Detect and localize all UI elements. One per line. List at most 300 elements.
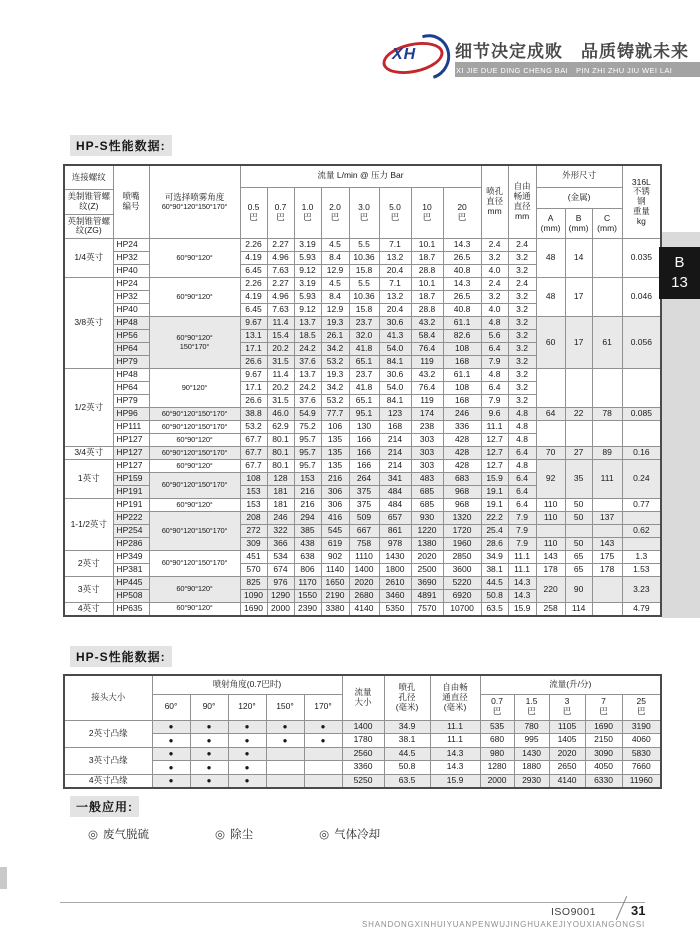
applications-list [88, 826, 446, 842]
flow-cell: 322 [267, 525, 294, 538]
dim-wt-cell: 4.79 [622, 603, 661, 616]
footer-company-name: SHANDONGXINHUIYUANPENWUJINGHUAKEJIYOUXIANGONGSI [362, 920, 645, 929]
orifice-cell: 19.1 [481, 499, 508, 512]
dim-B-cell: 50 [565, 499, 592, 512]
flow-cell: 26.5 [443, 291, 481, 304]
free-passage-cell: 3.2 [508, 291, 536, 304]
flow-rate-cell: 2650 [549, 761, 585, 775]
free-passage-cell: 11.1 [508, 551, 536, 564]
thread-size-cell: 1-1/2英寸 [64, 499, 113, 551]
header-pressure: 10 巴 [411, 187, 443, 239]
header-pressure: 0.5 巴 [240, 187, 267, 239]
free-passage-cell: 3.2 [508, 395, 536, 408]
angle-cell: 60°90°120°150°170° [149, 447, 240, 460]
angle-dot-cell [304, 761, 342, 775]
dim-B-cell: 17 [565, 278, 592, 317]
flow-cell: 1800 [379, 564, 411, 577]
angle-dot-cell [304, 747, 342, 761]
dim-B-cell: 50 [565, 512, 592, 525]
flow-size-cell: 5250 [342, 774, 384, 788]
orifice-cell: 6.4 [481, 343, 508, 356]
bullseye-icon: ◎ [88, 829, 99, 841]
thread-size-cell: 1英寸 [64, 460, 113, 499]
table-row [64, 369, 661, 382]
flow-rate-cell: 4050 [585, 761, 622, 775]
angle-cell: 60°90°120° [149, 434, 240, 447]
angle-dot-cell: ● [190, 761, 228, 775]
angle-dot-cell: ● [266, 734, 304, 748]
free-passage-cell: 3.2 [508, 356, 536, 369]
table-row [64, 499, 661, 512]
flow-cell: 2500 [411, 564, 443, 577]
flow-rate-cell: 780 [514, 720, 549, 734]
flow-cell: 303 [411, 460, 443, 473]
footer-page-number: 31 [631, 903, 646, 918]
flow-cell: 95.7 [294, 460, 321, 473]
flow-cell: 7.63 [267, 265, 294, 278]
header-thread [64, 165, 113, 239]
flow-cell: 168 [443, 395, 481, 408]
flow-cell: 32.0 [349, 330, 379, 343]
flow-rate-cell: 6330 [585, 774, 622, 788]
dim-wt-cell: 0.62 [622, 525, 661, 538]
flow-cell: 9.67 [240, 369, 267, 382]
flow-cell: 119 [411, 395, 443, 408]
applications-title: 一般应用: [70, 796, 139, 817]
table1-title: HP-S性能数据: [70, 135, 172, 156]
orifice-cell: 7.9 [481, 356, 508, 369]
application-label: 气体冷却 [334, 829, 381, 841]
angle-dot-cell: ● [190, 734, 228, 748]
flow-cell: 38.8 [240, 408, 267, 421]
dim-A-cell: 92 [536, 460, 565, 499]
table-row [64, 460, 661, 473]
orifice-cell: 63.5 [481, 603, 508, 616]
header-flow-size: 流量 大小 [342, 675, 384, 720]
dim-wt-cell: 3.23 [622, 577, 661, 603]
flow-cell: 3460 [379, 590, 411, 603]
orifice-cell: 44.5 [481, 577, 508, 590]
flow-cell: 108 [443, 343, 481, 356]
flow-cell: 34.2 [321, 343, 349, 356]
angle-cell: 60°90°120° [149, 460, 240, 473]
flow-cell: 84.1 [379, 395, 411, 408]
dim-C-cell [592, 525, 622, 538]
flow-cell: 214 [379, 460, 411, 473]
dim-wt-cell: 0.035 [622, 239, 661, 278]
orifice-cell: 5.6 [481, 330, 508, 343]
dim-A-cell: 48 [536, 278, 565, 317]
flow-cell: 34.2 [321, 382, 349, 395]
nozzle-cell: HP381 [113, 564, 149, 577]
flow-cell: 246 [267, 512, 294, 525]
flow-cell: 825 [240, 577, 267, 590]
flow-cell: 95.7 [294, 434, 321, 447]
flow-cell: 166 [349, 460, 379, 473]
table-row [64, 577, 661, 590]
flow-cell: 26.6 [240, 395, 267, 408]
dim-A-cell: 48 [536, 239, 565, 278]
flow-cell: 3690 [411, 577, 443, 590]
flow-cell: 2680 [349, 590, 379, 603]
flow-cell: 7.1 [379, 239, 411, 252]
dim-C-cell: 89 [592, 447, 622, 460]
header-angle-value: 170° [304, 694, 342, 720]
free-passage-cell: 14.3 [508, 577, 536, 590]
flow-cell: 2000 [267, 603, 294, 616]
header-angle-title: 可选择喷雾角度 [164, 191, 225, 202]
flow-cell: 3600 [443, 564, 481, 577]
section-tab [659, 247, 700, 299]
angle-cell: 60°90°120° [149, 239, 240, 278]
angle-dot-cell: ● [152, 761, 190, 775]
header-angle [149, 165, 240, 239]
flow-cell: 272 [240, 525, 267, 538]
dim-B-cell [565, 525, 592, 538]
header-orifice-dia: 喷孔 孔径 (毫米) [384, 675, 430, 720]
header-angle-sub: 60°90°120°150°170° [161, 201, 228, 211]
flow-cell: 657 [379, 512, 411, 525]
flow-cell: 2610 [379, 577, 411, 590]
dim-C-cell: 61 [592, 317, 622, 369]
header-thread-line: 美制锥管螺纹(Z) [65, 190, 113, 214]
orifice-cell: 7.9 [481, 395, 508, 408]
flow-cell: 40.8 [443, 265, 481, 278]
table-row [64, 720, 661, 734]
flow-cell: 15.8 [349, 304, 379, 317]
header-spray-angle-title: 喷射角度(0.7巴时) [152, 675, 342, 694]
flow-cell: 4.5 [321, 278, 349, 291]
flow-cell: 20.2 [267, 343, 294, 356]
flow-cell: 82.6 [443, 330, 481, 343]
flow-size-cell: 2560 [342, 747, 384, 761]
flow-cell: 23.7 [349, 317, 379, 330]
t1-head-row [64, 165, 661, 187]
nozzle-cell: HP32 [113, 252, 149, 265]
flow-cell: 26.1 [321, 330, 349, 343]
free-passage-cell: 4.8 [508, 460, 536, 473]
flow-cell: 61.1 [443, 369, 481, 382]
orifice-cell: 3.2 [481, 291, 508, 304]
flow-cell: 174 [411, 408, 443, 421]
free-passage-cell: 3.2 [508, 265, 536, 278]
flow-cell: 294 [294, 512, 321, 525]
dim-A-cell: 70 [536, 447, 565, 460]
bullseye-icon: ◎ [319, 829, 330, 841]
free-passage-cell: 4.8 [508, 434, 536, 447]
flow-cell: 10.1 [411, 278, 443, 291]
flow-cell: 2190 [321, 590, 349, 603]
flow-cell: 570 [240, 564, 267, 577]
table-row [64, 551, 661, 564]
dim-B-cell: 35 [565, 460, 592, 499]
nozzle-cell: HP127 [113, 434, 149, 447]
flow-cell: 2.27 [267, 239, 294, 252]
flow-cell: 11.4 [267, 369, 294, 382]
flow-cell: 6.45 [240, 304, 267, 317]
dim-C-cell [592, 499, 622, 512]
flow-cell: 67.7 [240, 460, 267, 473]
dim-B-cell: 50 [565, 538, 592, 551]
table1-container [63, 164, 662, 617]
table-row [64, 761, 661, 775]
dim-B-cell: 90 [565, 577, 592, 603]
flow-cell: 54.0 [379, 343, 411, 356]
flow-cell: 4.19 [240, 252, 267, 265]
flow-cell: 37.6 [294, 395, 321, 408]
t1-body [64, 239, 661, 616]
flow-cell: 119 [411, 356, 443, 369]
flow-cell: 11.4 [267, 317, 294, 330]
flow-rate-cell: 2000 [480, 774, 514, 788]
free-passage-cell: 4.8 [508, 408, 536, 421]
header-flow-title: 流量 L/min @ 压力 Bar [240, 165, 481, 187]
header-pressure: 0.7 巴 [267, 187, 294, 239]
header-thread-wrap [65, 166, 113, 238]
dim-B-cell [565, 369, 592, 408]
flow-cell: 41.8 [349, 343, 379, 356]
dim-A-cell: 143 [536, 551, 565, 564]
flow-rate-cell: 3090 [585, 747, 622, 761]
flow-cell: 238 [411, 421, 443, 434]
free-passage-cell: 6.4 [508, 486, 536, 499]
dim-B-cell: 65 [565, 564, 592, 577]
flow-cell: 166 [349, 447, 379, 460]
nozzle-cell: HP635 [113, 603, 149, 616]
nozzle-cell: HP40 [113, 265, 149, 278]
flow-cell: 58.4 [411, 330, 443, 343]
header-thread-line: 英制锥管螺纹(ZG) [67, 215, 110, 236]
flow-cell: 6920 [443, 590, 481, 603]
flow-cell: 8.4 [321, 252, 349, 265]
flow-cell: 181 [267, 486, 294, 499]
free-passage-cell: 11.1 [430, 734, 480, 748]
table-row [64, 747, 661, 761]
flow-cell: 53.2 [321, 395, 349, 408]
flow-cell: 13.1 [240, 330, 267, 343]
flow-rate-cell: 5830 [622, 747, 661, 761]
free-passage-cell: 14.3 [430, 747, 480, 761]
header-pressure: 1.0 巴 [294, 187, 321, 239]
flow-cell: 41.8 [349, 382, 379, 395]
dim-C-cell: 175 [592, 551, 622, 564]
nozzle-cell: HP24 [113, 278, 149, 291]
orifice-cell: 15.9 [481, 473, 508, 486]
flow-cell: 14.3 [443, 278, 481, 291]
footer-divider [60, 902, 645, 903]
flow-cell: 95.1 [349, 408, 379, 421]
flow-cell: 7.63 [267, 304, 294, 317]
thread-size-cell: 3/4英寸 [64, 447, 113, 460]
flow-cell: 246 [443, 408, 481, 421]
application-item [88, 829, 149, 841]
dim-C-cell [592, 421, 622, 447]
flow-cell: 4.19 [240, 291, 267, 304]
flow-cell: 1550 [294, 590, 321, 603]
flow-cell: 978 [379, 538, 411, 551]
nozzle-cell: HP445 [113, 577, 149, 590]
table-row [64, 239, 661, 252]
nozzle-cell: HP56 [113, 330, 149, 343]
free-passage-cell: 7.9 [508, 512, 536, 525]
dim-wt-cell: 0.085 [622, 408, 661, 421]
flow-cell: 375 [349, 499, 379, 512]
nozzle-cell: HP24 [113, 239, 149, 252]
free-passage-cell: 15.9 [508, 603, 536, 616]
flow-rate-cell: 3190 [622, 720, 661, 734]
flow-cell: 10700 [443, 603, 481, 616]
header-angle-value: 60° [152, 694, 190, 720]
header-pressure: 1.5 巴 [514, 694, 549, 720]
flow-rate-cell: 995 [514, 734, 549, 748]
flow-cell: 428 [443, 460, 481, 473]
free-passage-cell: 15.9 [430, 774, 480, 788]
free-passage-cell: 6.4 [508, 447, 536, 460]
header-pressure: 7 巴 [585, 694, 622, 720]
free-passage-cell: 7.9 [508, 525, 536, 538]
orifice-cell: 9.6 [481, 408, 508, 421]
dim-wt-cell: 1.3 [622, 551, 661, 564]
angle-cell: 60°90°120° [149, 499, 240, 512]
angle-cell: 60°90°120° [149, 577, 240, 603]
flow-rate-cell: 2930 [514, 774, 549, 788]
angle-dot-cell: ● [152, 734, 190, 748]
orifice-cell: 2.4 [481, 239, 508, 252]
angle-dot-cell: ● [304, 734, 342, 748]
flow-cell: 108 [240, 473, 267, 486]
flow-cell: 216 [321, 473, 349, 486]
flow-cell: 366 [267, 538, 294, 551]
angle-dot-cell: ● [190, 720, 228, 734]
flow-cell: 80.1 [267, 434, 294, 447]
angle-cell: 60°90°120°150°170° [149, 551, 240, 577]
angle-dot-cell: ● [228, 720, 266, 734]
table2-title: HP-S性能数据: [70, 646, 172, 667]
dim-wt-cell [622, 369, 661, 408]
flow-cell: 674 [267, 564, 294, 577]
nozzle-cell: HP191 [113, 499, 149, 512]
free-passage-cell: 7.9 [508, 538, 536, 551]
flow-cell: 385 [294, 525, 321, 538]
flow-cell: 306 [321, 486, 349, 499]
dim-wt-cell [622, 538, 661, 551]
section-tab-letter: B [674, 253, 685, 271]
t2-body [64, 720, 661, 788]
dim-C-cell [592, 278, 622, 317]
flow-rate-cell: 980 [480, 747, 514, 761]
flow-cell: 545 [321, 525, 349, 538]
dim-B-cell: 65 [565, 551, 592, 564]
flow-cell: 43.2 [411, 369, 443, 382]
angle-dot-cell: ● [228, 747, 266, 761]
t2-head-row [64, 675, 661, 694]
flow-cell: 758 [349, 538, 379, 551]
flow-rate-cell: 535 [480, 720, 514, 734]
flow-cell: 20.2 [267, 382, 294, 395]
nozzle-cell: HP79 [113, 395, 149, 408]
flow-cell: 428 [443, 447, 481, 460]
flow-cell: 336 [443, 421, 481, 434]
header-pressure: 3.0 巴 [349, 187, 379, 239]
application-item [215, 829, 253, 841]
thread-size-cell: 4英寸 [64, 603, 113, 616]
header-slogan: 细节决定成败 品质铸就未来 [455, 42, 689, 61]
table-row [64, 278, 661, 291]
flow-cell: 6.45 [240, 265, 267, 278]
flow-cell: 84.1 [379, 356, 411, 369]
angle-dot-cell: ● [190, 774, 228, 788]
flow-cell: 28.8 [411, 304, 443, 317]
flow-cell: 12.9 [321, 304, 349, 317]
thread-size-cell: 3/8英寸 [64, 278, 113, 369]
flow-rate-cell: 2020 [549, 747, 585, 761]
flow-cell: 30.6 [379, 317, 411, 330]
flow-cell: 61.1 [443, 317, 481, 330]
angle-cell: 60°90°120°150°170° [149, 512, 240, 551]
free-passage-cell: 14.3 [508, 590, 536, 603]
flow-size-cell: 3360 [342, 761, 384, 775]
thread-size-cell: 1/2英寸 [64, 369, 113, 447]
nozzle-cell: HP127 [113, 447, 149, 460]
nozzle-cell: HP222 [113, 512, 149, 525]
flow-cell: 2390 [294, 603, 321, 616]
flow-cell: 77.7 [321, 408, 349, 421]
header-weight: 316L 不锈 钢 重量 kg [622, 165, 661, 239]
flow-size-cell: 1780 [342, 734, 384, 748]
flow-cell: 2.26 [240, 239, 267, 252]
header-joint-size: 接头大小 [64, 675, 152, 720]
flow-cell: 106 [321, 421, 349, 434]
bullseye-icon: ◎ [215, 829, 226, 841]
flow-cell: 303 [411, 447, 443, 460]
free-passage-cell: 3.2 [508, 317, 536, 330]
flow-rate-cell: 1880 [514, 761, 549, 775]
orifice-cell: 25.4 [481, 525, 508, 538]
flow-cell: 4.5 [321, 239, 349, 252]
orifice-cell: 12.7 [481, 460, 508, 473]
nozzle-cell: HP48 [113, 369, 149, 382]
angle-dot-cell [266, 747, 304, 761]
flow-cell: 13.2 [379, 252, 411, 265]
dim-A-cell: 220 [536, 577, 565, 603]
t1-head [64, 165, 661, 239]
header-pressure: 3 巴 [549, 694, 585, 720]
dim-C-cell [592, 239, 622, 278]
orifice-cell: 50.8 [481, 590, 508, 603]
flow-cell: 4891 [411, 590, 443, 603]
left-edge-tab [0, 867, 7, 889]
flow-cell: 638 [294, 551, 321, 564]
nozzle-cell: HP254 [113, 525, 149, 538]
flow-cell: 4140 [349, 603, 379, 616]
nozzle-cell: HP64 [113, 382, 149, 395]
orifice-cell: 44.5 [384, 747, 430, 761]
flow-cell: 4.96 [267, 252, 294, 265]
flow-cell: 10.1 [411, 239, 443, 252]
flow-cell: 10.36 [349, 291, 379, 304]
flow-cell: 76.4 [411, 382, 443, 395]
flow-cell: 1140 [321, 564, 349, 577]
dim-B-cell: 17 [565, 317, 592, 369]
dim-C-cell: 111 [592, 460, 622, 499]
flow-cell: 5.93 [294, 252, 321, 265]
flow-cell: 24.2 [294, 343, 321, 356]
flow-cell: 484 [379, 499, 411, 512]
dim-wt-cell [622, 421, 661, 447]
angle-dot-cell: ● [266, 720, 304, 734]
angle-dot-cell [266, 761, 304, 775]
header-dims-material: (金属) [536, 187, 622, 209]
